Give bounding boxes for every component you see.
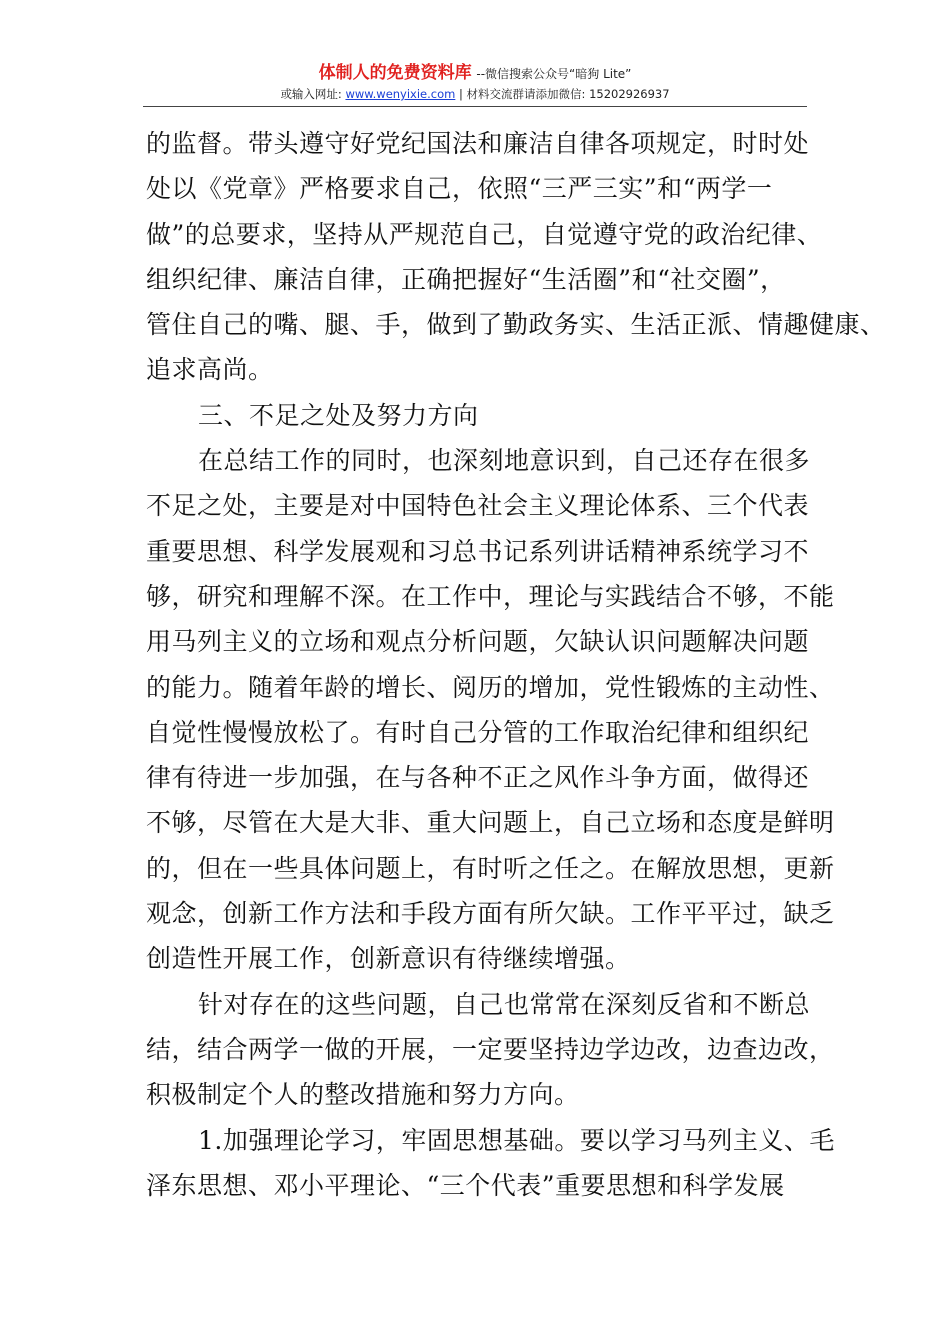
text-line: 泽东思想、邓小平理论、“三个代表”重要思想和科学发展 xyxy=(146,1170,785,1200)
text-line: 不足之处，主要是对中国特色社会主义理论体系、三个代表 xyxy=(146,491,810,521)
text-line: 观念，创新工作方法和手段方面有所欠缺。工作平平过，缺乏 xyxy=(146,899,835,929)
text-line: 的能力。随着年龄的增长、阅历的增加，党性锻炼的主动性、 xyxy=(146,672,835,702)
header-tagline: --微信搜索公众号“暗狗 Lite” xyxy=(476,67,632,81)
text-line: 律有待进一步加强，在与各种不正之风作斗争方面，做得还 xyxy=(146,763,810,793)
header-url-link[interactable]: www.wenyixie.com xyxy=(345,87,456,101)
text-line: 的监督。带头遵守好党纪国法和廉洁自律各项规定，时时处 xyxy=(146,129,810,158)
text-line: 结，结合两学一做的开展，一定要坚持边学边改，边查边改， xyxy=(146,1034,835,1064)
text-line: 针对存在的这些问题，自己也常常在深刻反省和不断总 xyxy=(198,989,811,1019)
text-line: 创造性开展工作，创新意识有待继续增强。 xyxy=(146,944,631,974)
header-contact-line xyxy=(0,85,950,103)
text-line: 自觉性慢慢放松了。有时自己分管的工作取治纪律和组织纪 xyxy=(146,717,810,747)
header-contact: | 材料交流群请添加微信: 15202926937 xyxy=(455,87,670,101)
header-title: 体制人的免费资料库 xyxy=(318,63,472,83)
document-body xyxy=(146,121,886,1208)
text-line: 组织纪律、廉洁自律，正确把握好“生活圈”和“社交圈”， xyxy=(146,264,786,294)
header-url-prefix: 或输入网址: xyxy=(280,87,346,101)
text-line: 用马列主义的立场和观点分析问题，欠缺认识问题解决问题 xyxy=(146,627,810,657)
text-line: 追求高尚。 xyxy=(146,355,274,385)
text-line: 做”的总要求，坚持从严规范自己，自觉遵守党的政治纪律、 xyxy=(146,219,823,249)
text-line: 重要思想、科学发展观和习总书记系列讲话精神系统学习不 xyxy=(146,536,810,566)
text-line: 积极制定个人的整改措施和努力方向。 xyxy=(146,1080,580,1110)
text-line: 管住自己的嘴、腿、手，做到了勤政务实、生活正派、情趣健康、 xyxy=(146,310,886,340)
text-line: 处以《党章》严格要求自己，依照“三严三实”和“两学一 xyxy=(146,174,773,204)
text-line: 不够，尽管在大是大非、重大问题上，自己立场和态度是鲜明 xyxy=(146,808,835,838)
text-line: 1.加强理论学习，牢固思想基础。要以学习马列主义、毛 xyxy=(198,1125,835,1155)
page-header xyxy=(0,62,950,103)
text-line: 的，但在一些具体问题上，有时听之任之。在解放思想，更新 xyxy=(146,853,835,883)
section-heading: 三、不足之处及努力方向 xyxy=(198,400,479,430)
text-line: 够，研究和理解不深。在工作中，理论与实践结合不够，不能 xyxy=(146,581,835,611)
text-line: 在总结工作的同时，也深刻地意识到，自己还存在很多 xyxy=(198,446,811,476)
header-divider xyxy=(143,106,807,107)
header-banner xyxy=(0,62,950,85)
